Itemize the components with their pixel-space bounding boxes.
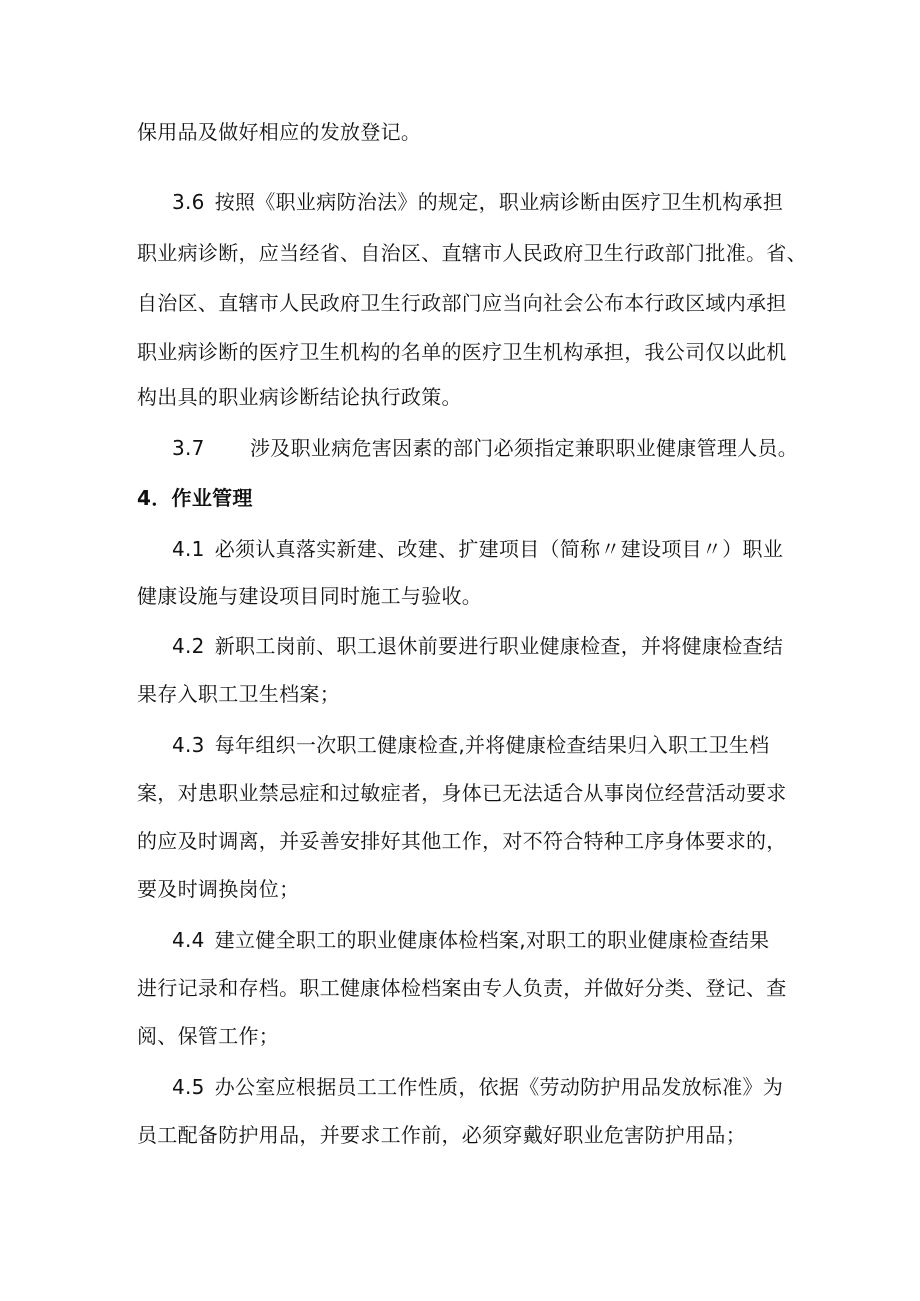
text: 健康设施与建设项目同时施工与验收。 xyxy=(137,584,483,608)
text: 职业病诊断的医疗卫生机构的名单的医疗卫生机构承担，我公司仅以此机 xyxy=(137,340,787,364)
paragraph-line xyxy=(137,118,421,146)
text: 保用品及做好相应的发放登记。 xyxy=(137,120,422,144)
section-4-3-line-2 xyxy=(137,779,787,807)
text: 必须认真落实新建、改建、扩建项目（简称〃建设项目〃）职业 xyxy=(214,537,784,561)
section-number: 3.7 xyxy=(172,436,205,460)
text: 按照《职业病防治法》的规定，职业病诊断由医疗卫生机构承担 xyxy=(214,190,784,214)
section-4-5-line-2 xyxy=(137,1121,746,1149)
section-4-5-line-1 xyxy=(172,1073,783,1101)
text: 的应及时调离，并妥善安排好其他工作，对不符合特种工序身体要求的， xyxy=(137,829,787,853)
text: 职业病诊断，应当经省、自治区、直辖市人民政府卫生行政部门批准。省、 xyxy=(137,241,807,265)
text: 要及时调换岗位； xyxy=(137,877,300,901)
section-4-4-line-1 xyxy=(172,926,769,954)
section-4-3-line-4 xyxy=(137,875,299,903)
section-4-2-line-2 xyxy=(137,680,340,708)
section-3-6-line-1 xyxy=(172,188,783,216)
section-4-4-line-3 xyxy=(137,1022,279,1050)
text: 每年组织一次职工健康检查,并将健康检查结果归入职工卫生档 xyxy=(214,733,770,757)
text: 案，对患职业禁忌症和过敏症者，身体已无法适合从事岗位经营活动要求 xyxy=(137,781,787,805)
section-4-2-line-1 xyxy=(172,632,783,660)
text: 进行记录和存档。职工健康体检档案由专人负责，并做好分类、登记、查 xyxy=(137,976,787,1000)
section-4-3-line-1 xyxy=(172,731,769,759)
section-3-6-line-4 xyxy=(137,338,787,366)
section-heading-4 xyxy=(137,484,253,512)
section-number: 4.1 xyxy=(172,537,205,561)
section-4-1-line-2 xyxy=(137,582,482,610)
heading-number: 4 xyxy=(137,486,152,510)
section-number: 4.3 xyxy=(172,733,205,757)
text: 果存入职工卫生档案； xyxy=(137,682,340,706)
text: 建立健全职工的职业健康体检档案,对职工的职业健康检查结果 xyxy=(214,928,770,952)
section-3-6-line-3 xyxy=(137,289,787,317)
text: 构出具的职业病诊断结论执行政策。 xyxy=(137,385,462,409)
text: 阅、保管工作； xyxy=(137,1024,280,1048)
section-4-4-line-2 xyxy=(137,974,787,1002)
section-number: 4.2 xyxy=(172,634,205,658)
section-number: 4.5 xyxy=(172,1075,205,1099)
text: 员工配备防护用品，并要求工作前，必须穿戴好职业危害防护用品； xyxy=(137,1123,746,1147)
section-4-3-line-3 xyxy=(137,827,787,855)
section-3-6-line-5 xyxy=(137,383,462,411)
section-number: 3.6 xyxy=(172,190,205,214)
heading-title: ．作业管理 xyxy=(151,486,253,510)
section-3-7-line-1 xyxy=(172,434,798,462)
section-number: 4.4 xyxy=(172,928,205,952)
text: 新职工岗前、职工退休前要进行职业健康检查，并将健康检查结 xyxy=(214,634,784,658)
section-3-6-line-2 xyxy=(137,239,807,267)
section-4-1-line-1 xyxy=(172,535,783,563)
text: 涉及职业病危害因素的部门必须指定兼职职业健康管理人员。 xyxy=(250,436,799,460)
text: 自治区、直辖市人民政府卫生行政部门应当向社会公布本行政区域内承担 xyxy=(137,291,787,315)
text: 办公室应根据员工工作性质，依据《劳动防护用品发放标准》为 xyxy=(214,1075,784,1099)
